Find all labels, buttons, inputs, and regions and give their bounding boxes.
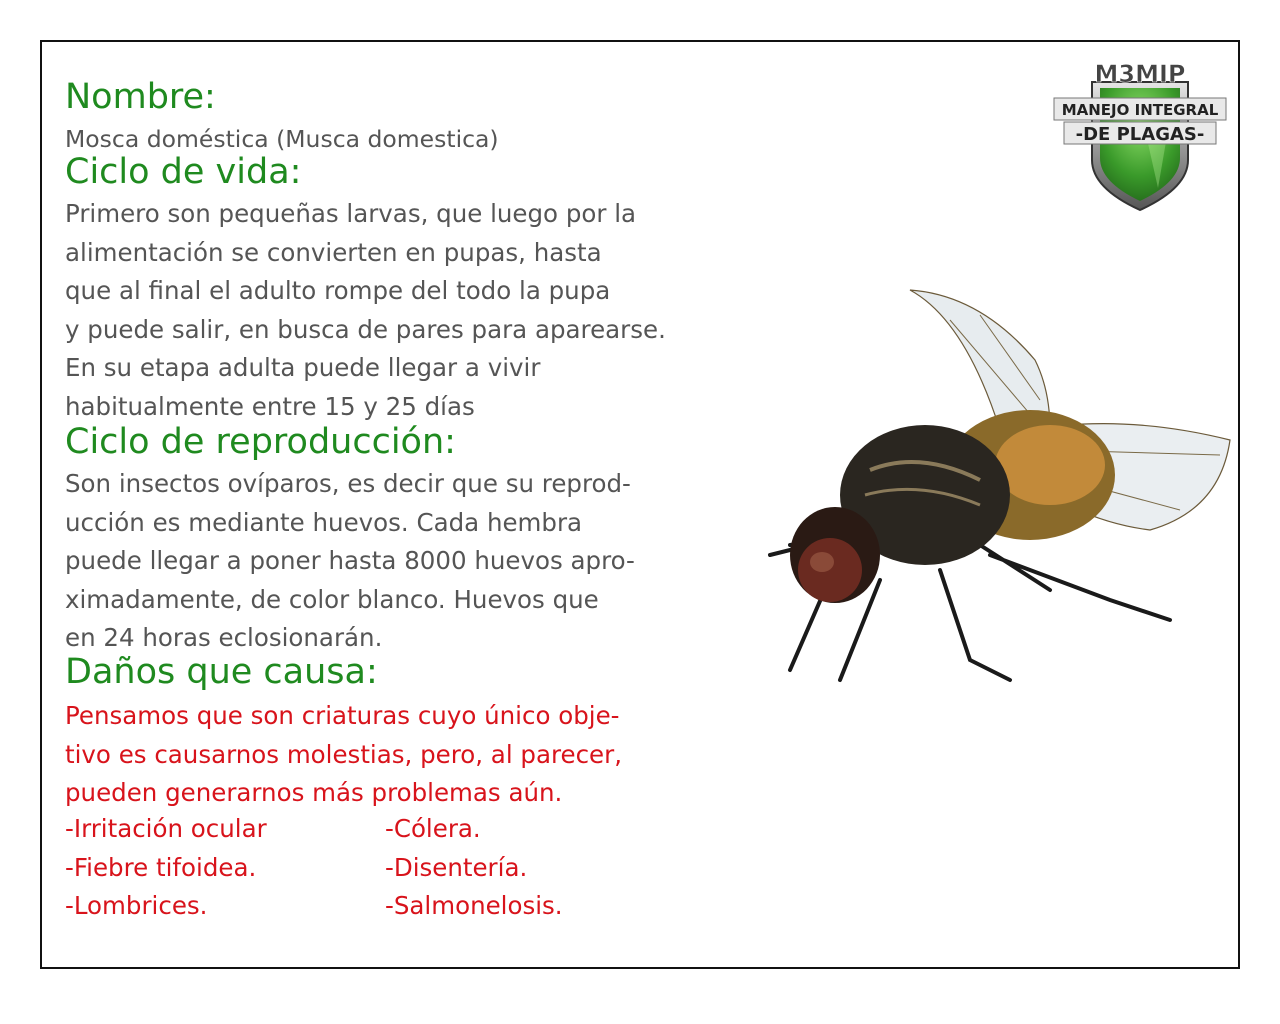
text-line: Pensamos que son criaturas cuyo único obje- bbox=[65, 701, 620, 730]
text-line: tivo es causarnos molestias, pero, al parecer, bbox=[65, 739, 622, 769]
danos-text bbox=[65, 697, 622, 813]
text-line: que al final el adulto rompe del todo la pupa bbox=[65, 276, 611, 305]
list-item: -Irritación ocular bbox=[65, 814, 267, 843]
heading-danos: Daños que causa: bbox=[65, 652, 378, 692]
svg-text:M3MIP: M3MIP bbox=[1094, 60, 1186, 88]
text-line: Primero son pequeñas larvas, que luego por la bbox=[65, 199, 637, 228]
list-item: -Lombrices. bbox=[65, 891, 208, 920]
shield-logo-icon bbox=[1050, 60, 1230, 215]
list-item: -Salmonelosis. bbox=[385, 891, 563, 920]
list-item: -Fiebre tifoidea. bbox=[65, 852, 257, 882]
danos-list-left bbox=[65, 810, 267, 926]
heading-nombre: Nombre: bbox=[65, 77, 216, 117]
list-item: -Cólera. bbox=[385, 814, 481, 843]
housefly-icon bbox=[750, 280, 1250, 700]
text-line: En su etapa adulta puede llegar a vivir bbox=[65, 353, 541, 382]
ciclo-reproduccion-text bbox=[65, 465, 635, 658]
ciclo-vida-text bbox=[65, 195, 666, 426]
heading-ciclo-vida: Ciclo de vida: bbox=[65, 152, 302, 192]
text-line: ucción es mediante huevos. Cada hembra bbox=[65, 507, 583, 537]
danos-list-right bbox=[385, 810, 563, 926]
list-item: -Disentería. bbox=[385, 852, 528, 882]
text-line: ximadamente, de color blanco. Huevos que bbox=[65, 584, 599, 614]
text-line: alimentación se convierten en pupas, hasta bbox=[65, 237, 602, 267]
text-line: puede llegar a poner hasta 8000 huevos apro- bbox=[65, 546, 635, 575]
svg-text:MANEJO INTEGRAL: MANEJO INTEGRAL bbox=[1061, 101, 1219, 119]
text-line: Mosca doméstica (Musca domestica) bbox=[65, 125, 499, 153]
text-line: habitualmente entre 15 y 25 días bbox=[65, 391, 475, 421]
text-line: y puede salir, en busca de pares para aparearse. bbox=[65, 314, 666, 344]
heading-ciclo-reproduccion: Ciclo de reproducción: bbox=[65, 422, 456, 462]
text-line: pueden generarnos más problemas aún. bbox=[65, 778, 563, 807]
svg-text:-DE PLAGAS-: -DE PLAGAS- bbox=[1075, 124, 1205, 145]
text-line: en 24 horas eclosionarán. bbox=[65, 623, 383, 652]
text-line: Son insectos ovíparos, es decir que su reprod- bbox=[65, 469, 631, 498]
